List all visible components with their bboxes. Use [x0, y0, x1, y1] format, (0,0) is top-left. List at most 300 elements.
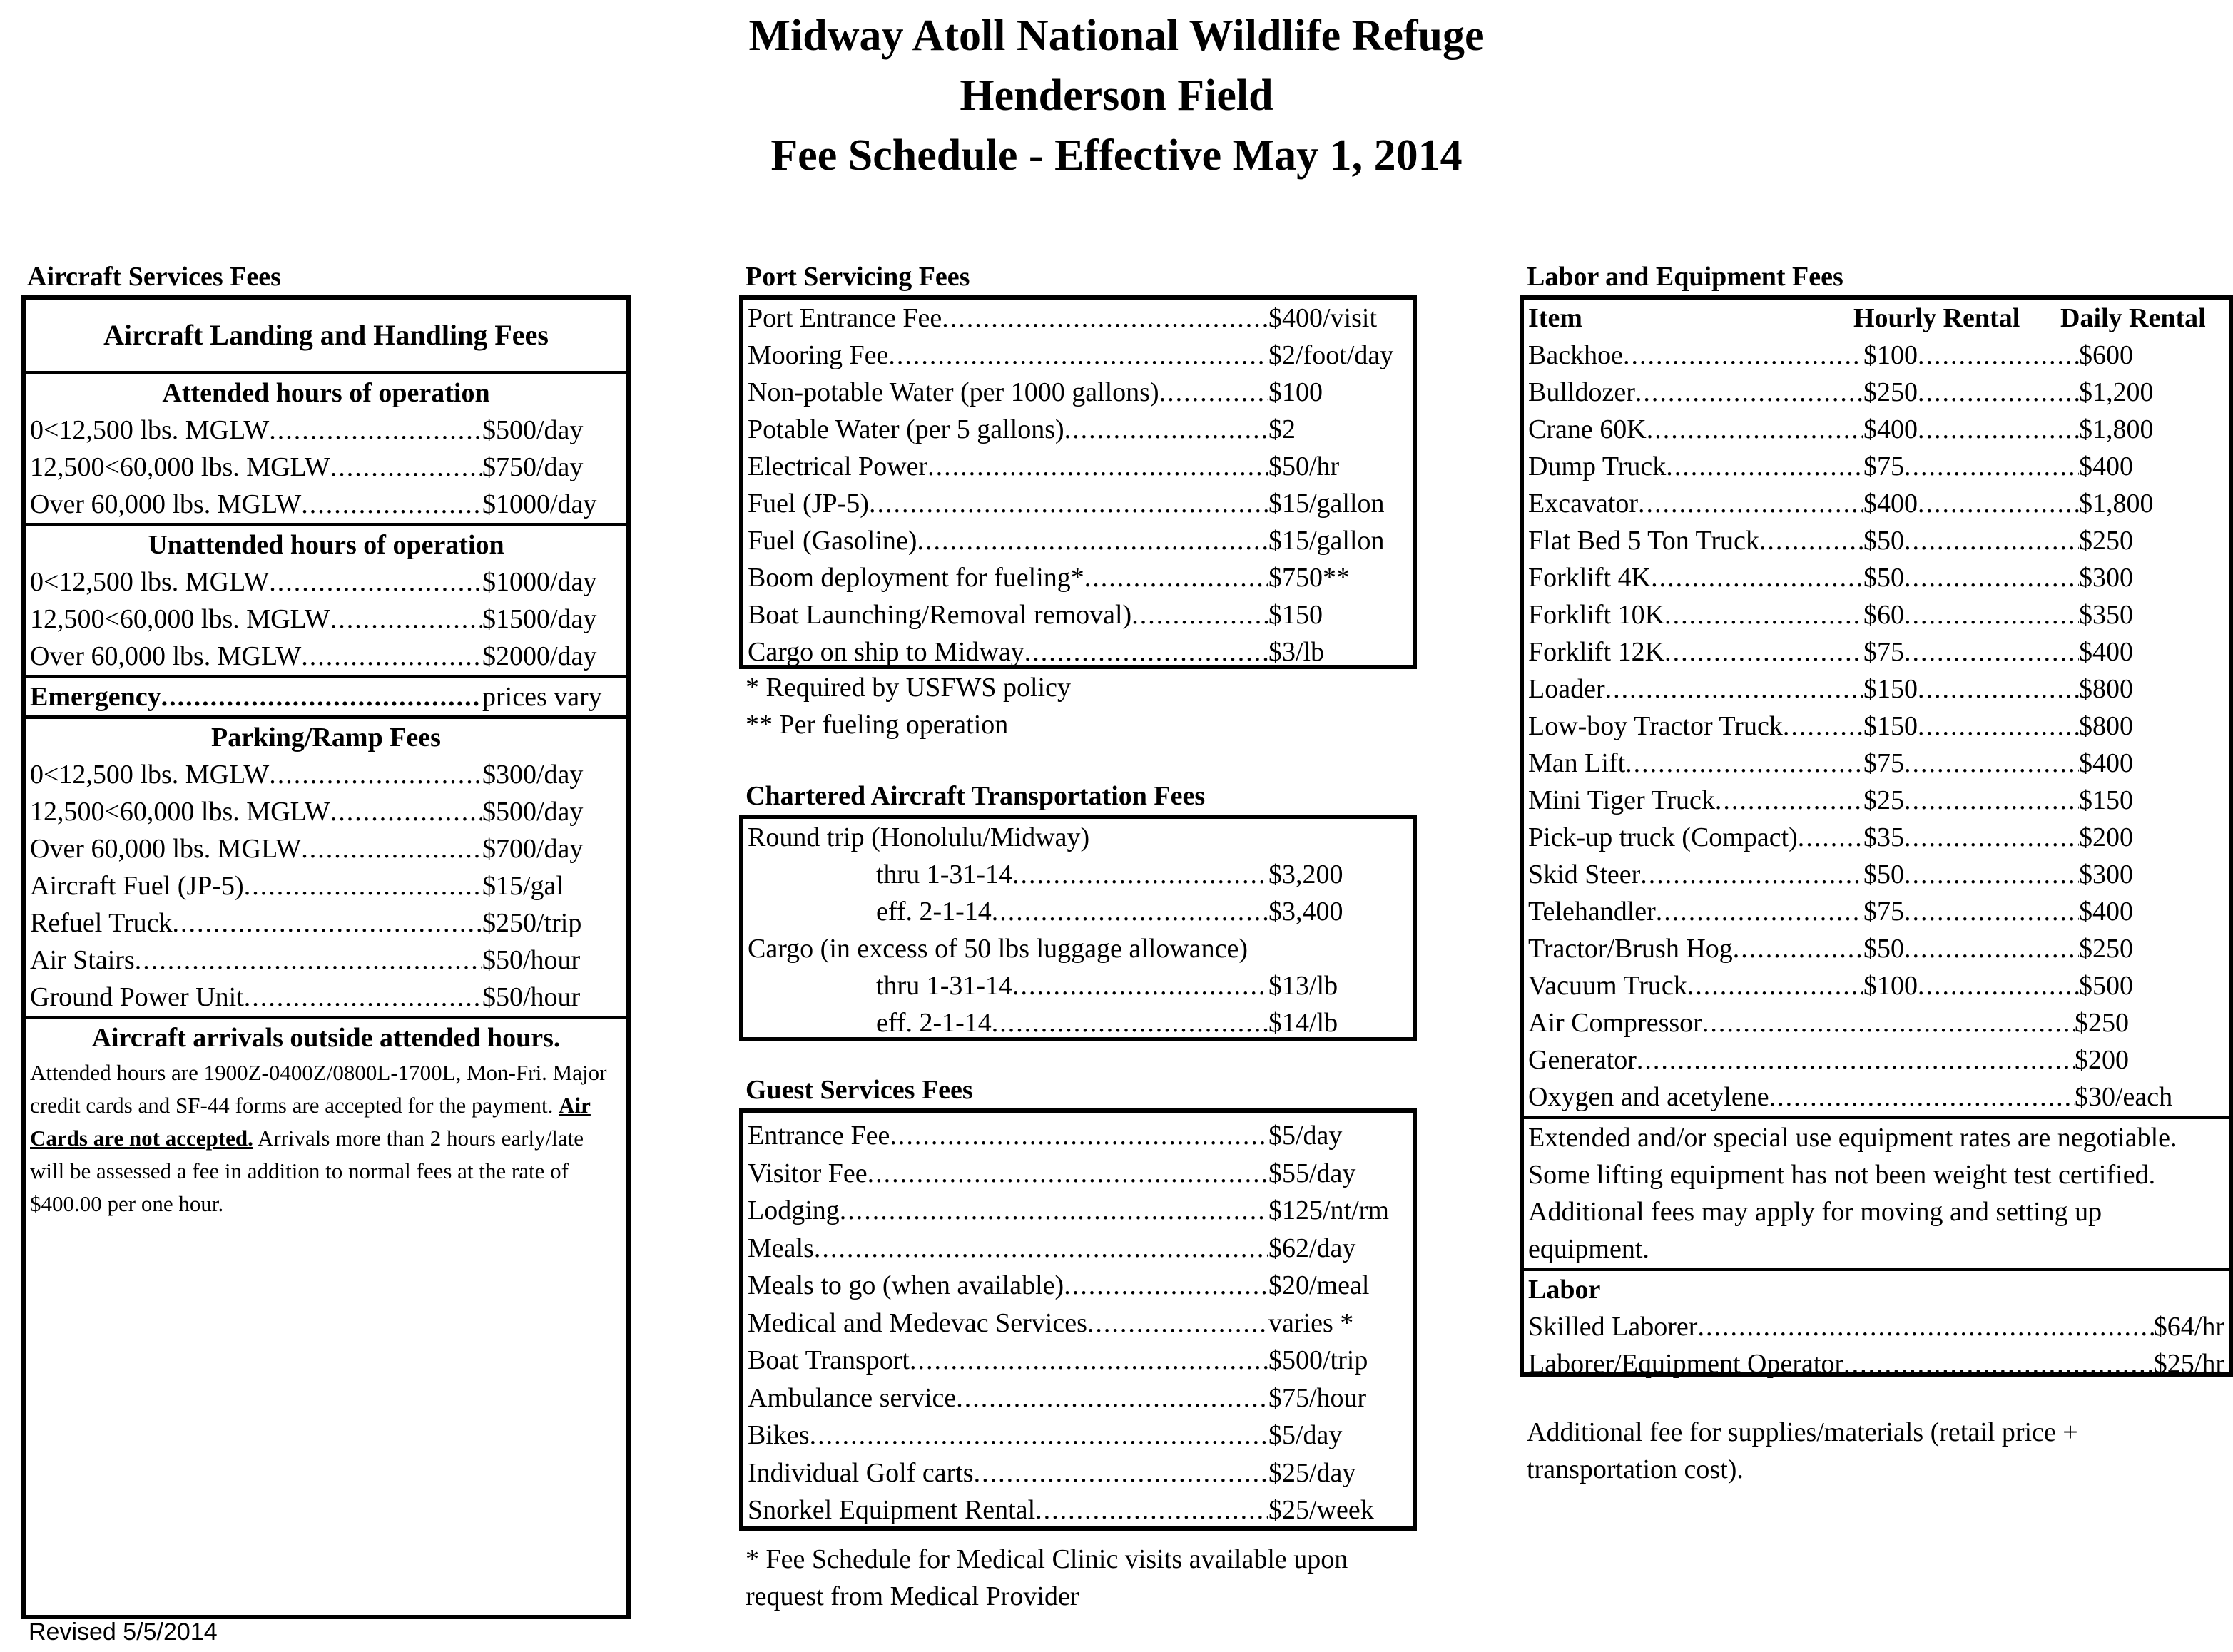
- labor-equipment-heading: Labor and Equipment Fees: [1527, 262, 1843, 292]
- fee-value: $50/hour: [482, 945, 581, 975]
- leader-dots: [244, 979, 482, 1016]
- leader-dots: [330, 449, 482, 486]
- equipment-row: [1524, 1004, 2229, 1041]
- round-trip-label: Round trip (Honolulu/Midway): [748, 822, 1090, 852]
- fee-value: $3,400: [1268, 897, 1343, 927]
- daily-only-rows: [1524, 1004, 2229, 1116]
- leader-dots: [1733, 930, 1863, 967]
- fee-label: Emergency: [30, 682, 161, 712]
- unattended-rows: [26, 564, 626, 675]
- attended-hours-title: Attended hours of operation: [162, 378, 490, 408]
- equipment-row: [1524, 782, 2229, 819]
- column-header-daily: Daily Rental: [2060, 303, 2206, 333]
- fee-value: $2/foot/day: [1268, 340, 1394, 370]
- landing-fees-title: Aircraft Landing and Handling Fees: [103, 319, 549, 351]
- leader-dots: [1131, 596, 1268, 633]
- fee-label: Medical and Medevac Services: [748, 1307, 1087, 1338]
- hourly-rate: $75: [1863, 897, 1904, 927]
- fee-row: [26, 830, 626, 867]
- hourly-rate: $100: [1863, 971, 1918, 1001]
- daily-rate: $200: [2079, 822, 2133, 852]
- leader-dots: [1904, 633, 2079, 671]
- fee-label: Ambulance service: [748, 1382, 957, 1413]
- effective-date: Fee Schedule - Effective May 1, 2014: [770, 131, 1463, 180]
- equipment-row: [1524, 337, 2229, 374]
- leader-dots: [301, 830, 482, 867]
- fee-value: $15/gallon: [1268, 526, 1385, 556]
- leader-dots: [1843, 1345, 2154, 1382]
- hourly-rate: $50: [1863, 934, 1904, 964]
- fee-row: [743, 1267, 1413, 1305]
- fee-value: $13/lb: [1268, 971, 1338, 1001]
- air-cards-warning: Air Cards are not accepted.: [30, 1093, 591, 1151]
- leader-dots: [1635, 374, 1863, 411]
- leader-dots: [1769, 1079, 2075, 1116]
- fee-label: Meals: [748, 1233, 814, 1263]
- leader-dots: [1783, 708, 1863, 745]
- leader-dots: [1904, 448, 2079, 485]
- fee-value: prices vary: [482, 682, 602, 712]
- fee-row: [743, 1454, 1413, 1492]
- fee-value: $25/hr: [2153, 1349, 2224, 1379]
- fee-value: $300/day: [482, 760, 584, 790]
- leader-dots: [330, 601, 482, 638]
- fee-row: [26, 756, 626, 793]
- leader-dots: [1798, 819, 1863, 856]
- fee-row: [26, 601, 626, 638]
- fee-row: [1524, 1308, 2229, 1345]
- fee-label: Over 60,000 lbs. MGLW: [30, 834, 302, 864]
- fee-label: Lodging: [748, 1195, 840, 1225]
- daily-rate: $1,800: [2079, 489, 2154, 519]
- fee-label: Boat Transport: [748, 1345, 910, 1375]
- leader-dots: [1605, 671, 1863, 708]
- leader-dots: [1918, 374, 2079, 411]
- equipment-item: Skid Steer: [1528, 860, 1641, 889]
- guest-rows: [743, 1113, 1413, 1529]
- port-note-1: * Required by USFWS policy: [746, 673, 1071, 703]
- daily-rate: $250: [2075, 1008, 2129, 1038]
- fee-row: [743, 596, 1413, 633]
- hourly-cell: [1863, 411, 2079, 448]
- leader-dots: [1656, 893, 1863, 930]
- leader-dots: [135, 942, 482, 979]
- leader-dots: [992, 1004, 1268, 1041]
- fee-label: Skilled Laborer: [1528, 1312, 1698, 1342]
- daily-rate: $150: [2079, 785, 2133, 815]
- equipment-item: Forklift 10K: [1528, 600, 1665, 630]
- daily-rate: $800: [2079, 674, 2133, 704]
- fee-label: Meals to go (when available): [748, 1270, 1064, 1300]
- fee-row: [743, 448, 1413, 485]
- leader-dots: [1904, 819, 2079, 856]
- hourly-cell: [1863, 930, 2079, 967]
- leader-dots: [910, 1342, 1268, 1380]
- fee-value: $5/day: [1268, 1420, 1343, 1450]
- fee-value: $500/day: [482, 797, 584, 827]
- item-cell: [1528, 559, 1863, 596]
- fee-value: $2: [1268, 414, 1296, 444]
- fee-row: [743, 1342, 1413, 1380]
- fee-row: [743, 967, 1413, 1004]
- port-servicing-table: [739, 295, 1417, 669]
- fee-value: $125/nt/rm: [1268, 1195, 1389, 1225]
- daily-rate: $400: [2079, 452, 2133, 481]
- hourly-cell: [1863, 856, 2079, 893]
- leader-dots: [1904, 782, 2079, 819]
- fee-label: Over 60,000 lbs. MGLW: [30, 489, 302, 519]
- item-cell: [1528, 893, 1863, 930]
- fee-value: varies *: [1268, 1307, 1354, 1338]
- fee-row: [743, 1004, 1413, 1041]
- hourly-rate: $50: [1863, 860, 1904, 889]
- equipment-row: [1524, 930, 2229, 967]
- leader-dots: [269, 412, 482, 449]
- leader-dots: [1904, 559, 2079, 596]
- fee-label: Cargo on ship to Midway: [748, 637, 1024, 667]
- fee-label: Potable Water (per 5 gallons): [748, 414, 1064, 444]
- leader-dots: [814, 1230, 1268, 1268]
- item-cell: [1528, 411, 1863, 448]
- equipment-row: [1524, 596, 2229, 633]
- fee-value: $150: [1268, 600, 1323, 630]
- fee-value: $2000/day: [482, 641, 597, 671]
- fee-value: $20/meal: [1268, 1270, 1370, 1300]
- leader-dots: [810, 1417, 1268, 1454]
- fee-label: thru 1-31-14: [876, 860, 1013, 889]
- leader-dots: [1064, 411, 1268, 448]
- port-servicing-heading: Port Servicing Fees: [746, 262, 970, 292]
- leader-dots: [1664, 596, 1863, 633]
- daily-rate: $300: [2079, 563, 2133, 593]
- leader-dots: [974, 1454, 1268, 1492]
- fee-label: thru 1-31-14: [876, 971, 1013, 1001]
- hourly-cell: [1863, 448, 2079, 485]
- fee-value: $3,200: [1268, 860, 1343, 889]
- leader-dots: [1687, 967, 1863, 1004]
- hourly-cell: [1863, 671, 2079, 708]
- fee-row: [26, 979, 626, 1016]
- leader-dots: [992, 893, 1268, 930]
- hourly-rate: $50: [1863, 563, 1904, 593]
- fee-value: $15/gal: [482, 871, 564, 901]
- round-trip-label-row: [743, 819, 1413, 856]
- parking-rows: [26, 756, 626, 1016]
- leader-dots: [1918, 967, 2079, 1004]
- item-cell: [1528, 708, 1863, 745]
- fee-label: Ground Power Unit: [30, 982, 244, 1012]
- arrivals-text-before: Attended hours are 1900Z-0400Z/0800L-1700L, Mon-Fri. Major credit cards and SF-44 forms are accepted for the payment.: [30, 1060, 607, 1118]
- equipment-note: Extended and/or special use equipment rates are negotiable. Some lifting equipment has not been weight test certified. Additional fees may apply for moving and setting up equipment.: [1528, 1123, 2177, 1264]
- equipment-row: [1524, 671, 2229, 708]
- leader-dots: [1904, 856, 2079, 893]
- fee-label: Refuel Truck: [30, 908, 173, 938]
- port-rows: [743, 300, 1413, 671]
- leader-dots: [927, 448, 1268, 485]
- hourly-cell: [1863, 708, 2079, 745]
- guest-services-heading: Guest Services Fees: [746, 1075, 973, 1105]
- leader-dots: [868, 1155, 1268, 1193]
- fee-label: Boat Launching/Removal removal): [748, 600, 1132, 630]
- leader-dots: [1904, 930, 2079, 967]
- leader-dots: [1918, 485, 2079, 522]
- fee-row: [743, 411, 1413, 448]
- leader-dots: [1012, 856, 1268, 893]
- leader-dots: [956, 1380, 1268, 1417]
- leader-dots: [1697, 1308, 2153, 1345]
- port-note-2: ** Per fueling operation: [746, 710, 1009, 740]
- hourly-rate: $100: [1863, 340, 1918, 370]
- hourly-rate: $400: [1863, 489, 1918, 519]
- hourly-cell: [1863, 819, 2079, 856]
- fee-row: [1524, 1345, 2229, 1382]
- leader-dots: [173, 904, 483, 942]
- equipment-item: Backhoe: [1528, 340, 1623, 370]
- equipment-item: Air Compressor: [1528, 1008, 1702, 1038]
- hourly-cell: [1863, 967, 2079, 1004]
- leader-dots: [1625, 745, 1863, 782]
- fee-row: [26, 412, 626, 449]
- fee-value: $750**: [1268, 563, 1350, 593]
- revised-date: Revised 5/5/2014: [29, 1618, 218, 1646]
- leader-dots: [942, 300, 1268, 337]
- fee-value: $750/day: [482, 452, 584, 482]
- fee-row: [743, 1305, 1413, 1342]
- item-cell: [1528, 856, 1863, 893]
- item-cell: [1528, 967, 1863, 1004]
- fee-label: Visitor Fee: [748, 1158, 868, 1188]
- fee-label: Mooring Fee: [748, 340, 889, 370]
- equipment-item: Generator: [1528, 1045, 1637, 1075]
- leader-dots: [1159, 374, 1268, 411]
- equipment-item: Oxygen and acetylene: [1528, 1082, 1769, 1112]
- labor-rows: [1524, 1308, 2229, 1382]
- equipment-row: [1524, 411, 2229, 448]
- fee-value: $5/day: [1268, 1121, 1343, 1151]
- fee-row: [26, 904, 626, 942]
- equipment-row: [1524, 856, 2229, 893]
- equipment-item: Man Lift: [1528, 748, 1626, 778]
- fee-value: $3/lb: [1268, 637, 1325, 667]
- fee-row: [26, 638, 626, 675]
- fee-label: 0<12,500 lbs. MGLW: [30, 415, 270, 445]
- fee-label: 0<12,500 lbs. MGLW: [30, 760, 270, 790]
- hourly-rate: $400: [1863, 414, 1918, 444]
- hourly-cell: [1863, 745, 2079, 782]
- equipment-item: Tractor/Brush Hog: [1528, 934, 1733, 964]
- equipment-row: [1524, 522, 2229, 559]
- leader-dots: [1637, 1041, 2075, 1079]
- fee-value: $250/trip: [482, 908, 582, 938]
- fee-row: [743, 559, 1413, 596]
- fee-row: [743, 633, 1413, 671]
- hourly-rate: $50: [1863, 526, 1904, 556]
- labor-title: Labor: [1528, 1275, 1601, 1305]
- equipment-item: Dump Truck: [1528, 452, 1667, 481]
- fee-label: Snorkel Equipment Rental: [748, 1495, 1036, 1525]
- equipment-row: [1524, 1079, 2229, 1116]
- leader-dots: [1918, 411, 2079, 448]
- fee-label: Over 60,000 lbs. MGLW: [30, 641, 302, 671]
- fee-label: Non-potable Water (per 1000 gallons): [748, 377, 1159, 407]
- equipment-row: [1524, 374, 2229, 411]
- daily-rate: $600: [2079, 340, 2133, 370]
- fee-row: [26, 564, 626, 601]
- hourly-cell: [1863, 596, 2079, 633]
- fee-value: $500/trip: [1268, 1345, 1368, 1375]
- leader-dots: [1084, 559, 1268, 596]
- leader-dots: [1087, 1305, 1268, 1342]
- fee-label: eff. 2-1-14: [876, 1008, 992, 1038]
- fee-label: 12,500<60,000 lbs. MGLW: [30, 604, 330, 634]
- leader-dots: [1647, 411, 1863, 448]
- leader-dots: [161, 678, 482, 715]
- daily-rate: $400: [2079, 748, 2133, 778]
- fee-value: $1500/day: [482, 604, 597, 634]
- fee-label: Port Entrance Fee: [748, 303, 942, 333]
- cargo-label-row: [743, 930, 1413, 967]
- equipment-row: [1524, 893, 2229, 930]
- equipment-row: [1524, 485, 2229, 522]
- leader-dots: [301, 486, 482, 523]
- fee-value: $15/gallon: [1268, 489, 1385, 519]
- daily-rate: $800: [2079, 711, 2133, 741]
- equipment-row: [1524, 559, 2229, 596]
- fee-row: [743, 1380, 1413, 1417]
- leader-dots: [1012, 967, 1268, 1004]
- leader-dots: [1651, 559, 1863, 596]
- emergency-row: [26, 678, 626, 715]
- daily-rate: $30/each: [2075, 1082, 2173, 1112]
- arrivals-paragraph: [26, 1056, 626, 1220]
- equipment-item: Flat Bed 5 Ton Truck: [1528, 526, 1759, 556]
- leader-dots: [1759, 522, 1863, 559]
- leader-dots: [301, 638, 482, 675]
- hourly-rate: $75: [1863, 637, 1904, 667]
- leader-dots: [1918, 671, 2079, 708]
- fee-row: [743, 374, 1413, 411]
- hourly-rate: $75: [1863, 452, 1904, 481]
- fee-value: $75/hour: [1268, 1382, 1367, 1413]
- additional-fee-note: Additional fee for supplies/materials (retail price + transportation cost).: [1527, 1417, 2078, 1484]
- leader-dots: [1664, 633, 1863, 671]
- fee-label: Aircraft Fuel (JP-5): [30, 871, 244, 901]
- medical-note: * Fee Schedule for Medical Clinic visits available upon request from Medical Provider: [746, 1544, 1348, 1611]
- leader-dots: [1623, 337, 1863, 374]
- column-header-hourly: Hourly Rental: [1853, 303, 2020, 333]
- fee-value: $25/day: [1268, 1457, 1356, 1488]
- fee-label: Air Stairs: [30, 945, 135, 975]
- daily-rate: $400: [2079, 897, 2133, 927]
- fee-label: Bikes: [748, 1420, 810, 1450]
- leader-dots: [1702, 1004, 2075, 1041]
- daily-rate: $1,200: [2079, 377, 2154, 407]
- fee-row: [26, 942, 626, 979]
- fee-value: $500/day: [482, 415, 584, 445]
- equipment-item: Forklift 12K: [1528, 637, 1665, 667]
- leader-dots: [1638, 485, 1863, 522]
- leader-dots: [269, 564, 482, 601]
- fee-label: Laborer/Equipment Operator: [1528, 1349, 1844, 1379]
- leader-dots: [890, 1117, 1268, 1155]
- leader-dots: [1904, 745, 2079, 782]
- cargo-label: Cargo (in excess of 50 lbs luggage allowance): [748, 934, 1248, 964]
- equipment-item: Bulldozer: [1528, 377, 1635, 407]
- item-cell: [1528, 930, 1863, 967]
- leader-dots: [330, 793, 482, 830]
- charter-table: [739, 815, 1417, 1041]
- fee-label: Fuel (Gasoline): [748, 526, 917, 556]
- fee-row: [743, 300, 1413, 337]
- hourly-rate: $150: [1863, 674, 1918, 704]
- leader-dots: [888, 337, 1268, 374]
- fee-value: $55/day: [1268, 1158, 1356, 1188]
- daily-rate: $200: [2075, 1045, 2129, 1075]
- equipment-item: Loader: [1528, 674, 1605, 704]
- item-cell: [1528, 448, 1863, 485]
- equipment-item: Vacuum Truck: [1528, 971, 1687, 1001]
- daily-rate: $500: [2079, 971, 2133, 1001]
- equipment-table-header: [1524, 300, 2229, 337]
- item-cell: [1528, 485, 1863, 522]
- guest-services-table: [739, 1108, 1417, 1531]
- fee-row: [743, 1230, 1413, 1268]
- leader-dots: [1918, 708, 2079, 745]
- fee-label: Entrance Fee: [748, 1121, 890, 1151]
- fee-value: $50/hour: [482, 982, 581, 1012]
- hourly-cell: [1863, 559, 2079, 596]
- fee-label: 12,500<60,000 lbs. MGLW: [30, 452, 330, 482]
- hourly-cell: [1863, 485, 2079, 522]
- fee-row: [743, 1155, 1413, 1193]
- leader-dots: [1640, 856, 1863, 893]
- leader-dots: [1904, 596, 2079, 633]
- hourly-cell: [1863, 522, 2079, 559]
- leader-dots: [1904, 893, 2079, 930]
- arrivals-text-after: Arrivals more than 2 hours early/late will be assessed a fee in addition to normal fees at the rate of $400.00 per one hour.: [30, 1126, 584, 1216]
- leader-dots: [1064, 1267, 1268, 1305]
- equipment-item: Mini Tiger Truck: [1528, 785, 1715, 815]
- equipment-row: [1524, 745, 2229, 782]
- leader-dots: [1024, 633, 1268, 671]
- fee-label: Individual Golf carts: [748, 1457, 974, 1488]
- equipment-row: [1524, 967, 2229, 1004]
- item-cell: [1528, 522, 1863, 559]
- daily-rate: $250: [2079, 526, 2133, 556]
- hourly-rate: $250: [1863, 377, 1918, 407]
- fee-label: Electrical Power: [748, 452, 928, 481]
- equipment-item: Telehandler: [1528, 897, 1656, 927]
- document-title: Midway Atoll National Wildlife Refuge: [748, 11, 1485, 60]
- round-trip-rows: [743, 856, 1413, 930]
- fee-row: [743, 856, 1413, 893]
- fee-value: $50/hr: [1268, 452, 1340, 481]
- equipment-item: Low-boy Tractor Truck: [1528, 711, 1783, 741]
- item-cell: [1528, 596, 1863, 633]
- fee-row: [743, 485, 1413, 522]
- equipment-rows: [1524, 337, 2229, 1004]
- fee-row: [26, 449, 626, 486]
- hourly-cell: [1863, 337, 2079, 374]
- fee-row: [26, 793, 626, 830]
- hourly-cell: [1863, 374, 2079, 411]
- item-cell: [1528, 819, 1863, 856]
- hourly-rate: $60: [1863, 600, 1904, 630]
- fee-label: Boom deployment for fueling*: [748, 563, 1084, 593]
- fee-row: [26, 486, 626, 523]
- leader-dots: [840, 1192, 1268, 1230]
- equipment-row: [1524, 633, 2229, 671]
